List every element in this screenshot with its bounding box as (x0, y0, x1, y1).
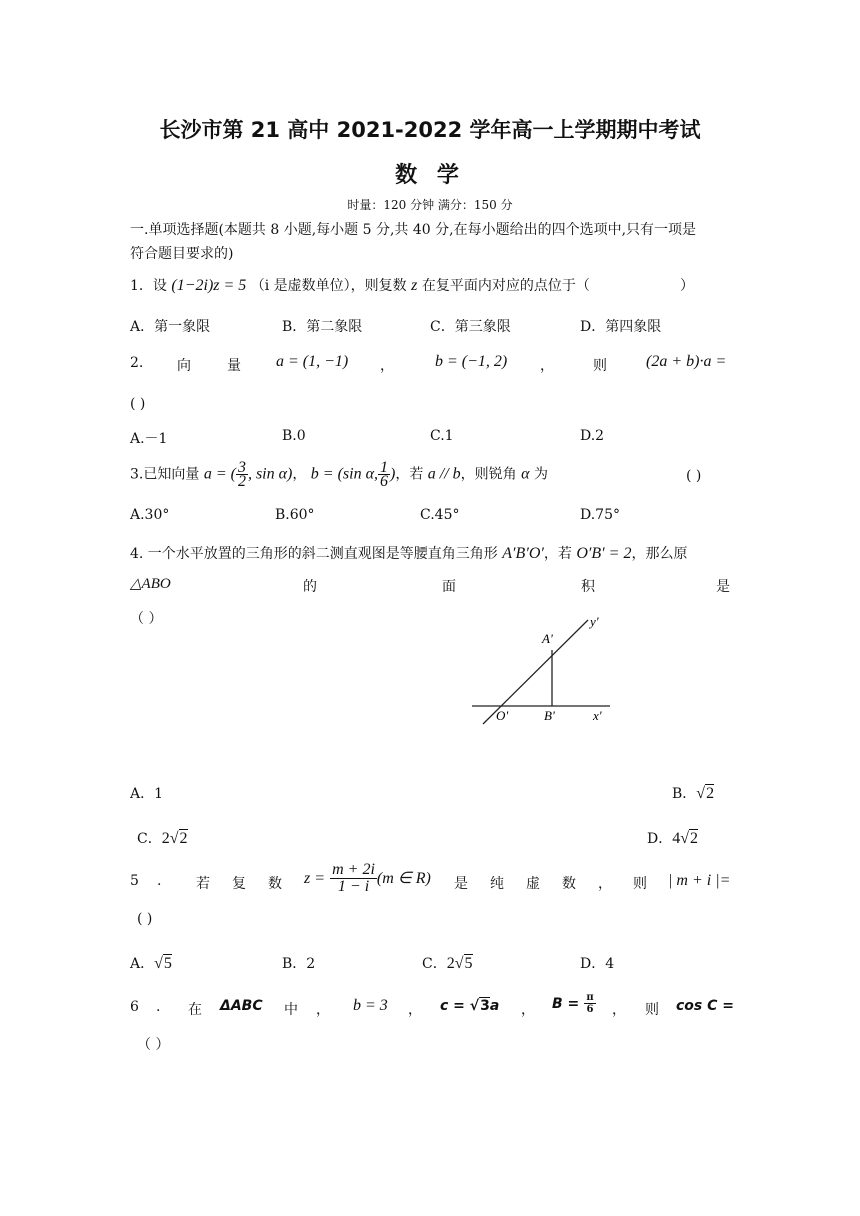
q1-option-c[interactable]: C．第三象限 (430, 319, 511, 335)
question-1-stem (130, 275, 590, 295)
q3-option-b[interactable]: B.60° (275, 507, 315, 523)
q2-word-2: 量 (227, 358, 241, 374)
section-heading-line2: 符合题目要求的) (130, 246, 234, 262)
q2-option-a[interactable]: A.－1 (130, 431, 168, 447)
q2-comma-1: ， (380, 358, 394, 374)
q4-original-triangle: △ABO (130, 576, 171, 592)
q3-ask: ，则锐角 (460, 466, 517, 483)
q3-condition-prefix: ，若 (395, 466, 424, 483)
q4-option-d-value: 4√2 (672, 830, 699, 847)
q3-vector-a-lhs: a = ( (203, 465, 236, 483)
q2-option-d[interactable]: D.2 (580, 428, 605, 444)
q1-prefix: 1．设 (130, 278, 167, 294)
q4-oblique-triangle-figure (460, 610, 640, 735)
q4-option-b[interactable] (672, 783, 714, 803)
q6-comma-2: ， (408, 1002, 422, 1018)
q3-answer-paren: ( ) (686, 468, 702, 484)
q2-option-c[interactable]: C.1 (430, 428, 454, 444)
q2-then: 则 (593, 358, 607, 374)
q5-then: 则 (633, 876, 647, 892)
q2-expression: (2a + b)·a = (646, 353, 727, 370)
q5-option-b[interactable]: B．2 (282, 956, 316, 972)
q3-option-d[interactable]: D.75° (580, 507, 620, 523)
q4-option-a[interactable]: A．1 (130, 786, 164, 802)
q1-option-a[interactable]: A．第一象限 (130, 319, 211, 335)
q1-option-b[interactable]: B．第二象限 (282, 319, 363, 335)
q2-word-1: 向 (177, 358, 191, 374)
q6-ask: cos C = (676, 998, 735, 1014)
q5-fraction: $\frac{m + 2i}{1 - i}$ (332, 861, 375, 895)
q4-option-c-value: 2√2 (161, 830, 188, 847)
q5-word-4: 是 (454, 876, 468, 892)
q5-z-lhs: z = (304, 870, 326, 887)
q4-answer-paren: （ ） (130, 611, 163, 627)
q6-answer-paren: （ ） (137, 1037, 170, 1053)
q3-alpha: α (521, 465, 530, 483)
q5-word-6: 虚 (526, 876, 540, 892)
q6-comma-4: ， (612, 1002, 626, 1018)
q3-option-a[interactable]: A.30° (130, 507, 170, 523)
q4-word-3: 积 (581, 579, 595, 595)
q5-condition: (m ∈ R) (376, 870, 431, 887)
q5-option-c[interactable] (422, 953, 473, 973)
exam-meta: 时量：120 分钟 满分：150 分 (347, 198, 513, 212)
q2-number: 2. (130, 355, 144, 371)
q2-answer-paren: ( ) (130, 396, 146, 412)
q4-option-b-label: B． (672, 786, 697, 802)
q5-option-a[interactable] (130, 953, 172, 973)
q5-dot: . (157, 873, 162, 889)
q3-vector-b-rest: ) (390, 465, 396, 483)
q3-is: 为 (533, 466, 548, 483)
q5-option-a-value: √5 (154, 955, 172, 972)
q4-option-b-value: √2 (696, 785, 715, 802)
q3-vector-a-rest: , sin α) (247, 465, 293, 483)
q1-note: （i 是虚数单位），则复数 (250, 278, 407, 294)
q6-side-c: c = √3a (440, 998, 500, 1014)
q6-side-b: b = 3 (353, 997, 388, 1014)
label-x-prime: x' (593, 708, 602, 723)
q4-triangle: A′B′O′ (502, 545, 544, 562)
q6-word-2: 中 (284, 1002, 298, 1018)
q1-option-d[interactable]: D．第四象限 (580, 319, 662, 335)
q4-line1: 4. 一个水平放置的三角形的斜二测直观图是等腰直角三角形 (130, 546, 498, 562)
q3-option-c[interactable]: C.45° (420, 507, 460, 523)
q4-condition-post: ，那么原 (631, 546, 688, 562)
q3-fraction-b: $\frac{1}{6}$ (380, 459, 388, 490)
exam-title: 长沙市第 21 高中 2021-2022 学年高一上学期期中考试 (159, 118, 701, 142)
q4-option-d-label: D． (647, 831, 673, 847)
question-3-stem: 3.已知向量 a = ( $\frac{3}{2}$ , sin α)， b = (sin α, $\frac{1}{6}$ )，若 a // b，则锐角 α 为 (130, 459, 548, 490)
q6-angle-fraction: $\frac{\pi}{6}$ (586, 992, 594, 1015)
q2-vector-b: b = (−1, 2) (435, 353, 508, 370)
q6-triangle: ΔABC (220, 998, 263, 1014)
q5-word-7: 数 (562, 876, 576, 892)
q5-word-5: 纯 (490, 876, 504, 892)
subject-title: 数 学 (395, 163, 465, 188)
q6-word-1: 在 (188, 1002, 202, 1018)
q5-complex-expression (304, 862, 431, 895)
q4-word-4: 是 (716, 579, 730, 595)
q4-word-2: 面 (442, 579, 456, 595)
q6-dot: . (156, 999, 161, 1015)
q3-condition: a // b (427, 465, 461, 483)
q5-ask: | m + i |= (668, 872, 731, 889)
q4-condition-prefix: ，若 (543, 546, 572, 562)
label-b-prime: B' (544, 708, 555, 723)
q4-word-1: 的 (303, 579, 317, 595)
q5-comma: ， (598, 876, 612, 892)
q4-condition: O′B′ = 2 (576, 545, 632, 562)
q1-expression: (1−2i)z = 5 (171, 277, 247, 294)
q5-option-a-label: A． (130, 956, 155, 972)
q1-paren-close: ） (680, 278, 694, 294)
section-heading-line1: 一.单项选择题(本题共 8 小题,每小题 5 分,共 40 分,在每小题给出的四个选项中,只有一项是 (130, 222, 697, 238)
q2-option-b[interactable]: B.0 (282, 428, 306, 444)
q3-prefix: 3.已知向量 (130, 466, 200, 483)
q5-answer-paren: ( ) (137, 911, 153, 927)
label-o-prime: O' (496, 708, 509, 723)
q1-variable: z (411, 277, 418, 294)
q2-comma-2: ， (540, 358, 554, 374)
label-a-prime: A' (542, 631, 553, 646)
q2-vector-a: a = (1, −1) (276, 353, 349, 370)
q6-number: 6 (130, 999, 139, 1015)
q1-stem-end: 在复平面内对应的点位于（ (421, 278, 590, 294)
q6-then: 则 (645, 1002, 659, 1018)
q5-option-d[interactable]: D．4 (580, 956, 615, 972)
q4-option-c-label: C． (137, 831, 162, 847)
label-y-prime: y' (590, 614, 599, 629)
q4-option-c[interactable] (137, 828, 188, 848)
q6-comma-3: ， (521, 1002, 535, 1018)
q5-option-c-value: 2√5 (446, 955, 473, 972)
q3-fraction-a: $\frac{3}{2}$ (237, 459, 246, 490)
q3-vector-b-lhs: b = (sin α, (310, 465, 378, 483)
q5-number: 5 (130, 873, 139, 889)
q5-word-2: 复 (232, 876, 246, 892)
q5-word-1: 若 (196, 876, 210, 892)
q4-option-d[interactable] (647, 828, 698, 848)
q5-option-c-label: C． (422, 956, 447, 972)
q5-word-3: 数 (268, 876, 282, 892)
q6-angle-b: B = $\frac{\pi}{6}$ (552, 992, 594, 1015)
q6-comma-1: ， (316, 1002, 330, 1018)
question-4-stem (130, 543, 687, 563)
